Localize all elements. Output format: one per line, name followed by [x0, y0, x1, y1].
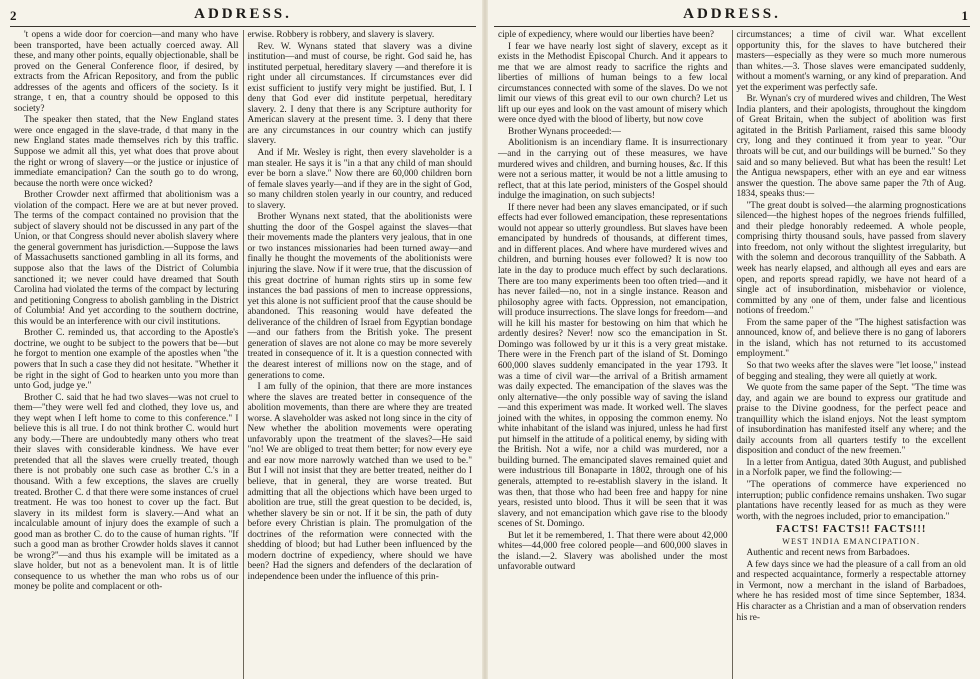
section-subheading: WEST INDIA EMANCIPATION. — [782, 536, 921, 546]
paragraph: 't opens a wide door for coercion—and many who have been transported, have been actually coerced away. All these, and many other points, equally objectionable, shall be proved on the General Conference floor, if desired, by extracts from the African Repository, and from the public addresses of the agents and officers of the society. Is it strange, t en, that a country should be opposed to this society? — [14, 30, 239, 114]
paragraph: Rev. W. Wynans stated that slavery was a divine institution—and must of course, be right. God said he, has instituted perpetual, hereditary slavery —and therefore it is right under all circumstances. If circumstances ever did exist sufficient to justify very might be justified. But, I. I deny that God ever did institute perpetual, hereditary slavery. 2. I deny that there is any Scripture authority for American slavery at the present time. 3. I deny that there are any circumstances in our country which can justify slavery. — [247, 41, 472, 147]
right-page-number: 1 — [961, 8, 968, 23]
paragraph: Brother Wynans proceeded:— — [508, 126, 621, 137]
section-heading: FACTS! FACTS!! FACTS!!! — [776, 524, 927, 536]
paragraph: Abolitionism is an incendiary flame. It is insurrectionary—and in the carrying out of these measures, we have murdered wives and children, and burning houses, &c. If this were not a serious matter, it would be not a little amusing to reflect, that at this late period, ministers of the Gospel should indulge the imagination, on such subjects! — [498, 138, 728, 202]
paragraph: If there never had been any slaves emancipated, or if such effects had ever followed emancipation, these representations would not appear so utterly groundless. But slaves have been emancipated by hundreds of thousands, at different times, and in different places. And where have murdered wives and children, and burning houses ever followed? It is now too late in the day to produce much effect by such declarations. There are too many experiments been too often tried—and it has never failed—no, not in a single instance. Reason and philosophy agree with facts. Oppression, not emancipation, will produce insurrections. The slave longs for freedom—and will he kill his master for bestowing on him that which he ardently desires? Never! now sco the emancipation in St. Domingo was followed by ur it this is a very great mistake. There were in the French part of the island of St. Domingo 600,000 slaves suddenly emancipated in the year 1793. It was a time of civil war—the arrival of a British armament was daily expected. The emancipation of the slaves was the only alternative—the only possible way of saving the island—and this experiment was made. It worked well. The slaves joined with the whites, in opposing the common enemy. No white inhabitant of the island was injured, unless he had first put himself in the attitude of a political enemy, by siding with the British. Not a wife, nor a child was murdered, nor a building burned. The emancipated slaves remained quiet and were industrious till Bonaparte in 1802, through one of his generals, attempted to re-establish slavery in the island. It was then, that those who had been free and happy for nine years, resisted unto blood. Thus it will be seen that it was slavery, and not emancipation which gave rise to the bloody scenes of St. Domingo. — [498, 202, 728, 530]
left-page — [0, 0, 482, 679]
paragraph: From the same paper of the "The highest satisfaction was announced, know of, and believe there is no gang of laborers in the island, which has not returned to its accustomed employment." — [736, 317, 966, 360]
paragraph: "The operations of commerce have experienced no interruption; public confidence remains unshaken. Two sugar plantations have recently leased for as much as they were worth, with the negroes included, prior to emancipation." — [736, 479, 966, 522]
paragraph: But let it be remembered, 1. That there were about 42,000 whites—44,000 free colored people—and 600,000 slaves in the island.—2. Slavery was abolished under the most unfavorable outward — [498, 530, 728, 573]
paragraph: I fear we have nearly lost sight of slavery, except as it exists in the Methodist Episcopal Church. And it appears to me that we are almost ready to sacrifice the rights and liberties of millions of human beings to a few local circumstances connected with some of the slaves. Do we not limit our views of this great evil to our own church? Let us lift up our eyes and look on the vast amount of misery which were once dyed with the blood of liberty, but now cove — [498, 41, 728, 126]
paragraph: Authentic and recent news from Barbadoes. — [746, 548, 910, 559]
left-page-header — [10, 6, 476, 27]
paragraph: Brother Wynans next stated, that the abolitionists were shutting the door of the Gospel against the slaves—that their movements made the planters very jealous, that in one or two instances missionaries had been turned away—and finally he thought the movements of the abolitionists were injuring the slave. Now if it were true, that the discussion of this great doctrine of human rights stirs up in some few instances the bad passions of men to increase oppressions, yet this alone is not sufficient proof that the cause should be abandoned. This reasoning would have defeated the deliverance of the children of Israel from Egyptian bondage—and our fathers from the British yoke. The present generation of slaves are not alone co may be more severely treated in consequence of it. It is a question connected with the dearest interest of millions now on the stage, and of generations to come. — [247, 212, 472, 381]
paragraph: ciple of expediency, where would our liberties have been? — [498, 30, 714, 40]
paragraph: erwise. Robbery is robbery, and slavery is slavery. — [247, 30, 435, 40]
paragraph: A few days since we had the pleasure of a call from an old and respected acquaintance, formerly a respectable attorney in Vermont, now a merchant in the island of Barbadoes, where he has resided most of time since September, 1834. His character as a Christian and a man of observation renders his re- — [736, 559, 966, 623]
left-column-2 — [243, 30, 477, 679]
paragraph: "The great doubt is solved—the alarming prognostications silenced—the highest hopes of the negroes friends fulfilled, and their pledge honorably redeemed. A whole people, comprising thirty thousand souls, have passed from slavery into freedom, not only without the slightest irregularity, but with the solemn and decorous tranquillity of the Sabbath. A week has nearly elapsed, and although all eyes and ears are open, and reports spread rapidly, we have not heard of a single act of insubordination, misbehavior or violence, committed by any one of them, under false and licentious notions of freedom." — [736, 200, 966, 317]
right-column-1 — [494, 30, 732, 679]
paragraph: And if Mr. Wesley is right, then every slaveholder is a man stealer. He says it is "in a that any child of man should ever be born a slave." Now there are 60,000 children born of female slaves yearly—and if they are in the sight of God, so many children stolen yearly in our country, and reduced to slavery. — [247, 148, 472, 211]
right-running-title: ADDRESS. — [683, 6, 781, 22]
right-column-2 — [732, 30, 971, 679]
right-page-header — [494, 6, 970, 27]
paragraph: Brother Crowder next affirmed that abolitionism was a violation of the compact. Here we are at but never proved. The terms of the compact contained no provision that the subject of slavery should not be discussed in any part of the Union, or that Congress should never abolish slavery where the general government has jurisdiction.—Suppose the laws of Massachusetts sanctioned gambling in all its forms, and suppose also that the laws of the District of Columbia sanctioned it; we never could have dreamed that South Carolina had violated the terms of the compact by lecturing and petitioning Congress to abolish gambling in the District of Columbia! And yet according to the southern doctrine, this would be an interference with our civil institutions. — [14, 190, 239, 327]
right-columns — [494, 30, 970, 679]
left-column-1 — [10, 30, 243, 679]
paragraph: circumstances; a time of civil war. What excellent opportunity this, for the slaves to have butchered their masters—especially as they were so much more numerous than whites.—3. Those slaves were emancipated suddenly, without a moment's warning, or any kind of preparation. And yet the experiment was perfectly safe. — [736, 30, 966, 93]
paragraph: Brother C. reminded us, that according to the Apostle's doctrine, we ought to be subject to the powers that be—but he forgot to mention one example of the apostles when "the powers that In such a case they did not hesitate. "Whether it be right in the sight of God to hearken unto you more than unto God, judge ye." — [14, 328, 239, 392]
paragraph: I am fully of the opinion, that there are more instances where the slaves are treated better in consequence of the abolition movements, than there are where they are treated worse. A slaveholder was asked not long since in the city of New whether the abolition movements were operating unfavorably upon the treatment of the slaves?—He said "no! We are obliged to treat them better; for now every eye and ear now more narrowly watched than we used to be." But I will not insist that they are better treated, neither do I believe, that in general, they are worse treated. But admitting that all the objections which have been urged to abolition are true, still the great question to be decided, is, whether slavery be sin or not. If it be sin, the path of duty before every Christian is plain. The promulgation of the doctrines of the reformation were connected with the shedding of blood; but had Luther been influenced by the modern doctrine of expediency, where should we have been? Had the signers and defenders of the declaration of independence been under the influence of this prin- — [247, 382, 472, 582]
paragraph: The speaker then stated, that the New England states were once engaged in the slave-trade, d that many in the new England states made themselves rich by this traffic. Suppose we admit all this, yet what does that prove about the right or wrong of slavery—or the justice or injustice of immediate emancipation? Can the south go to do wrong, because the north were once wicked? — [14, 115, 239, 189]
left-running-title: ADDRESS. — [194, 6, 292, 22]
paragraph: In a letter from Antigua, dated 30th August, and published in a Norfolk paper, we find the following:— — [736, 457, 966, 479]
left-page-number: 2 — [10, 8, 17, 23]
right-page — [488, 0, 980, 679]
paragraph: So that two weeks after the slaves were "let loose," instead of begging and stealing, they were all quietly at work. — [736, 360, 966, 382]
paragraph: We quote from the same paper of the Sept. "The time was day, and again we are bound to express our gratitude and praise to the Divine goodness, for the perfect peace and tranquillity which the island enjoys. Not the least symptom of insubordination has manifested itself any where; and the daily accounts from all quarters testify to the excellent disposition and conduct of the new freemen." — [736, 383, 966, 457]
paragraph: Brother C. said that he had two slaves—was not cruel to them—"they were well fed and clothed, they love us, and they wept when I left home to come to this conference." I believe this is all true. I do not think brother C. would hurt any body.—There are undoubtedly many others who treat their slaves with considerable kindness. We have ever pretended that all the slaves were cruelly treated, though there is not probably one such case as brother C.'s in a thousand. With a few exceptions, the slaves are cruelly treated. Brother C. d that there were some instances of cruel treatment. He was too honest to cover up the fact. But slavery in its mildest form is slavery.—And what an incalculable amount of injury does the example of such a good man as brother C. do to the cause of human rights. "If such a good man as brother Crowder holds slaves it cannot be wrong?"—and thus his example will be imitated as a slave holder, but not as a benevolent man. It is of little consequence to us whether the man who robs us of our money be polite and complacent or oth- — [14, 392, 239, 593]
paragraph: Br. Wynan's cry of murdered wives and children, The West India planters, and their apologists, throughout the kingdom of Great Britain, when the subject of abolition was first agitated in the British Parliament, raised this same bloody cry, long and they continued it from year to year. "Our throats will be cut, and our buildings will be burned." So they said and so many believed. But what has been the result! Let the Antigua newspapers, ether with an eye and ear witness answer the question. The above same paper the 7th of Aug. 1834, speaks thus:— — [736, 94, 966, 200]
left-columns — [10, 30, 476, 679]
